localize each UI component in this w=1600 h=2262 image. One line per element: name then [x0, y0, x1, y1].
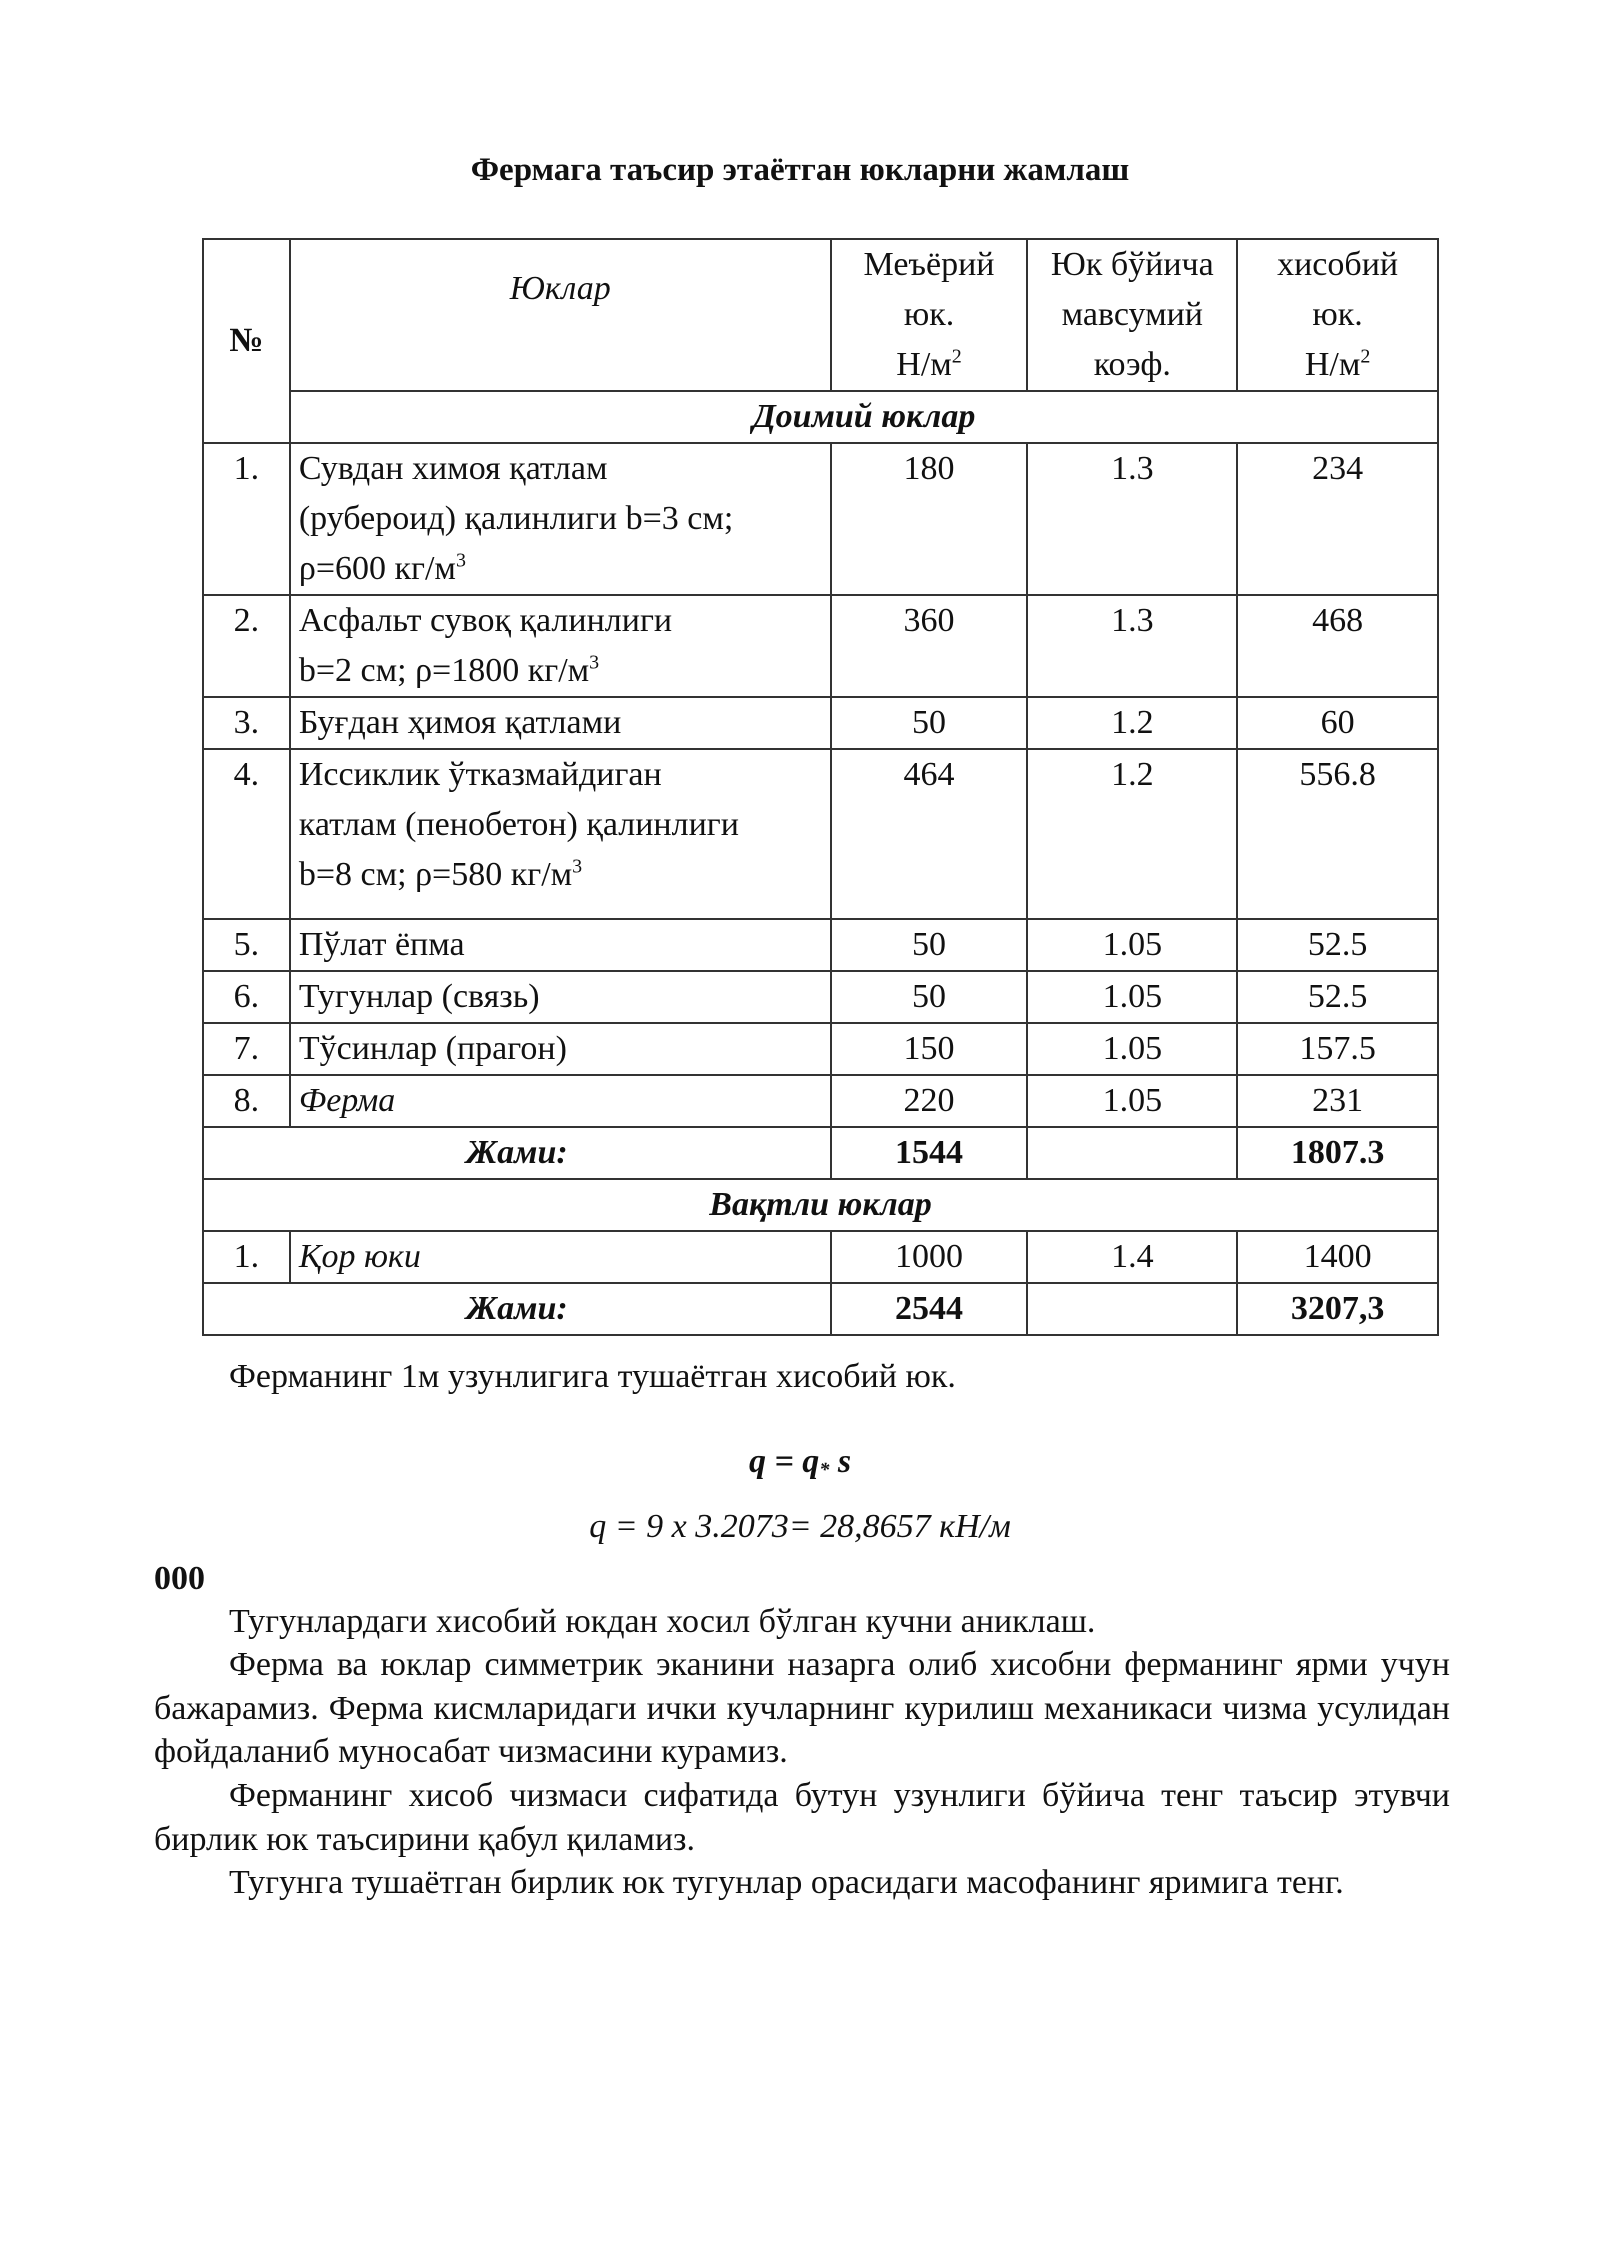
- table-row: 3. Буғдан ҳимоя қатлами 50 1.2 60: [203, 697, 1438, 749]
- paragraph-design-load: Ферманинг 1м узунлигига тушаётган хисобий юк.: [229, 1358, 956, 1395]
- row-name: Асфальт сувоқ қалинлиги b=2 см; ρ=1800 $кг/м^3$: [290, 595, 831, 697]
- table-row: 1. Сувдан химоя қатлам (рубероид) қалинлиги b=3 см; ρ=600 $кг/м^3$ 180 1.3 234: [203, 443, 1438, 595]
- table-row: 4. Иссиклик ўтказмайдиган катлам (пенобетон) қалинлиги b=8 см; ρ=580 $кг/м^3$ 464 1.2 556.8: [203, 749, 1438, 919]
- table-row: 2. Асфальт сувоқ қалинлиги b=2 см; ρ=1800 $кг/м^3$ 360 1.3 468: [203, 595, 1438, 697]
- header-design: хисобий юк. $Н/м^2$: [1237, 239, 1438, 391]
- row-name: Пўлат ёпма: [290, 919, 831, 971]
- table-row: 7. Тўсинлар (прагон) 150 1.05 157.5: [203, 1023, 1438, 1075]
- paragraph-symmetry: Ферма ва юклар симметрик эканини назарга олиб хисобни ферманинг ярми учун бажарамиз. Ферма кисмларидаги ички кучларнинг курилиш механикаси чизма усулидан фойдаланиб муносабат чизмасини курамиз.: [154, 1646, 1450, 1770]
- row-name: Ферма: [290, 1075, 831, 1127]
- paragraph-unit-load: Тугунга тушаётган бирлик юк тугунлар орасидаги масофанинг яримига тенг.: [229, 1864, 1344, 1901]
- total-row-all: Жами: 2544 3207,3: [203, 1283, 1438, 1335]
- section-title-temporary: Вақтли юклар: [203, 1179, 1438, 1231]
- formula-q-value: q = 9 x 3.2073= 28,8657 кН/м: [589, 1508, 1011, 1545]
- section-title-permanent: Доимий юклар: [290, 391, 1438, 443]
- row-name: Буғдан ҳимоя қатлами: [290, 697, 831, 749]
- table-row: 1. Қор юки 1000 1.4 1400: [203, 1231, 1438, 1283]
- table-header-row: [203, 239, 1438, 391]
- header-normative: Меъёрий юк. $Н/м^2$: [831, 239, 1028, 391]
- paragraph-scheme: Ферманинг хисоб чизмаси сифатида бутун узунлиги бўйича тенг таъсир этувчи бирлик юк таъсирини қабул қиламиз.: [154, 1777, 1450, 1858]
- section-row-permanent: [203, 391, 1438, 443]
- header-coef: Юк бўйича мавсумий коэф.: [1027, 239, 1237, 391]
- paragraph-nodes: Тугунлардаги хисобий юкдан хосил бўлган кучни аниклаш.: [229, 1603, 1096, 1640]
- table-row: 5. Пўлат ёпма 50 1.05 52.5: [203, 919, 1438, 971]
- header-loads: Юклар: [290, 239, 831, 391]
- row-name: Қор юки: [290, 1231, 831, 1283]
- loads-table: [202, 238, 1439, 1336]
- row-name: Тугунлар (связь): [290, 971, 831, 1023]
- table-row: 8. Ферма 220 1.05 231: [203, 1075, 1438, 1127]
- header-number: №: [203, 239, 290, 443]
- row-name: Сувдан химоя қатлам (рубероид) қалинлиги b=3 см; ρ=600 $кг/м^3$: [290, 443, 831, 595]
- row-name: Тўсинлар (прагон): [290, 1023, 831, 1075]
- table-row: 6. Тугунлар (связь) 50 1.05 52.5: [203, 971, 1438, 1023]
- code-label: 000: [154, 1560, 205, 1597]
- row-name: Иссиклик ўтказмайдиган катлам (пенобетон) қалинлиги b=8 см; ρ=580 $кг/м^3$: [290, 749, 831, 919]
- page-title: Фермага таъсир этаётган юкларни жамлаш: [470, 152, 1130, 188]
- formula-q: q = q* s: [748, 1443, 852, 1481]
- section-row-temporary: [203, 1179, 1438, 1231]
- total-row-permanent: Жами: 1544 1807.3: [203, 1127, 1438, 1179]
